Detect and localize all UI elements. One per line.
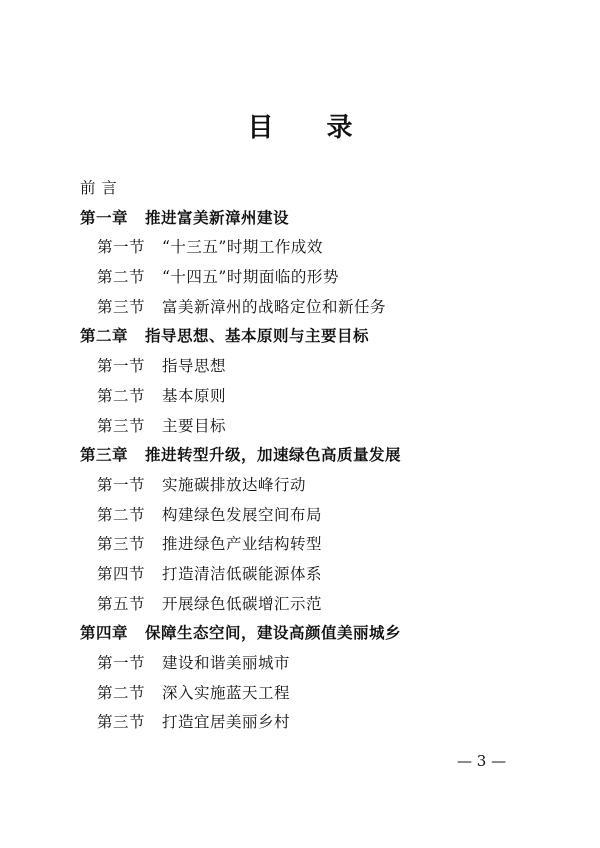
toc-section-title: 打造清洁低碳能源体系 bbox=[162, 564, 323, 583]
toc-section[interactable] bbox=[80, 414, 560, 444]
toc-section-number: 第三节 bbox=[97, 416, 146, 435]
toc-section[interactable] bbox=[80, 473, 560, 503]
toc-chapter-number: 第四章 bbox=[80, 623, 129, 643]
toc-section-number: 第三节 bbox=[97, 297, 146, 316]
toc-section-title: “十四五”时期面临的形势 bbox=[162, 268, 339, 287]
toc-section-number: 第一节 bbox=[97, 475, 146, 494]
toc-section-title: 深入实施蓝天工程 bbox=[162, 683, 291, 702]
toc-chapter-number: 第三章 bbox=[80, 445, 129, 465]
toc-section[interactable] bbox=[80, 681, 560, 711]
toc-section-title: 主要目标 bbox=[162, 416, 227, 435]
toc-section[interactable] bbox=[80, 710, 560, 740]
toc-section-number: 第三节 bbox=[97, 535, 146, 554]
toc-section-title: 富美新漳州的战略定位和新任务 bbox=[162, 297, 387, 316]
toc-chapter[interactable] bbox=[80, 443, 560, 473]
toc-section[interactable] bbox=[80, 235, 560, 265]
toc-section[interactable] bbox=[80, 265, 560, 295]
toc-section-number: 第二节 bbox=[97, 386, 146, 405]
toc-section-number: 第二节 bbox=[97, 268, 146, 287]
table-of-contents bbox=[80, 176, 560, 740]
toc-section-title: 指导思想 bbox=[162, 357, 227, 376]
toc-section-title: 构建绿色发展空间布局 bbox=[162, 505, 323, 524]
toc-entry-text: 前 言 bbox=[80, 179, 118, 197]
toc-section[interactable] bbox=[80, 532, 560, 562]
toc-section-title: 打造宜居美丽乡村 bbox=[162, 713, 291, 732]
toc-chapter-title: 推进转型升级，加速绿色高质量发展 bbox=[145, 445, 402, 465]
toc-chapter-title: 指导思想、基本原则与主要目标 bbox=[145, 326, 370, 346]
toc-section-title: 开展绿色低碳增汇示范 bbox=[162, 594, 323, 613]
toc-section-title: “十三五”时期工作成效 bbox=[162, 238, 323, 257]
toc-section-number: 第一节 bbox=[97, 654, 146, 672]
toc-section[interactable] bbox=[80, 354, 560, 384]
toc-section-number: 第二节 bbox=[97, 505, 146, 524]
toc-section[interactable] bbox=[80, 651, 560, 681]
toc-section-number: 第四节 bbox=[97, 564, 146, 583]
toc-chapter-number: 第一章 bbox=[80, 207, 129, 227]
toc-section-number: 第三节 bbox=[97, 713, 146, 732]
page-title: 目 录 bbox=[247, 113, 375, 143]
toc-chapter-title: 保障生态空间，建设高颜值美丽城乡 bbox=[145, 623, 402, 643]
toc-chapter-number: 第二章 bbox=[80, 326, 129, 346]
toc-section-number: 第一节 bbox=[97, 357, 146, 376]
toc-section-title: 推进绿色产业结构转型 bbox=[162, 535, 323, 554]
toc-section-title: 基本原则 bbox=[162, 386, 227, 405]
toc-section[interactable] bbox=[80, 503, 560, 533]
toc-chapter-title: 推进富美新漳州建设 bbox=[145, 207, 290, 227]
toc-section-title: 建设和谐美丽城市 bbox=[162, 654, 291, 672]
toc-section[interactable] bbox=[80, 562, 560, 592]
toc-section[interactable] bbox=[80, 295, 560, 325]
toc-section-title: 实施碳排放达峰行动 bbox=[162, 475, 307, 494]
page-number: — 3 — bbox=[457, 752, 507, 770]
toc-section-number: 第二节 bbox=[97, 683, 146, 702]
toc-chapter[interactable] bbox=[80, 324, 560, 354]
toc-chapter[interactable] bbox=[80, 206, 560, 236]
toc-section[interactable] bbox=[80, 592, 560, 622]
toc-chapter[interactable] bbox=[80, 621, 560, 651]
toc-section-number: 第五节 bbox=[97, 594, 146, 613]
toc-entry-preface[interactable] bbox=[80, 176, 560, 206]
toc-section-number: 第一节 bbox=[97, 238, 146, 257]
toc-section[interactable] bbox=[80, 384, 560, 414]
